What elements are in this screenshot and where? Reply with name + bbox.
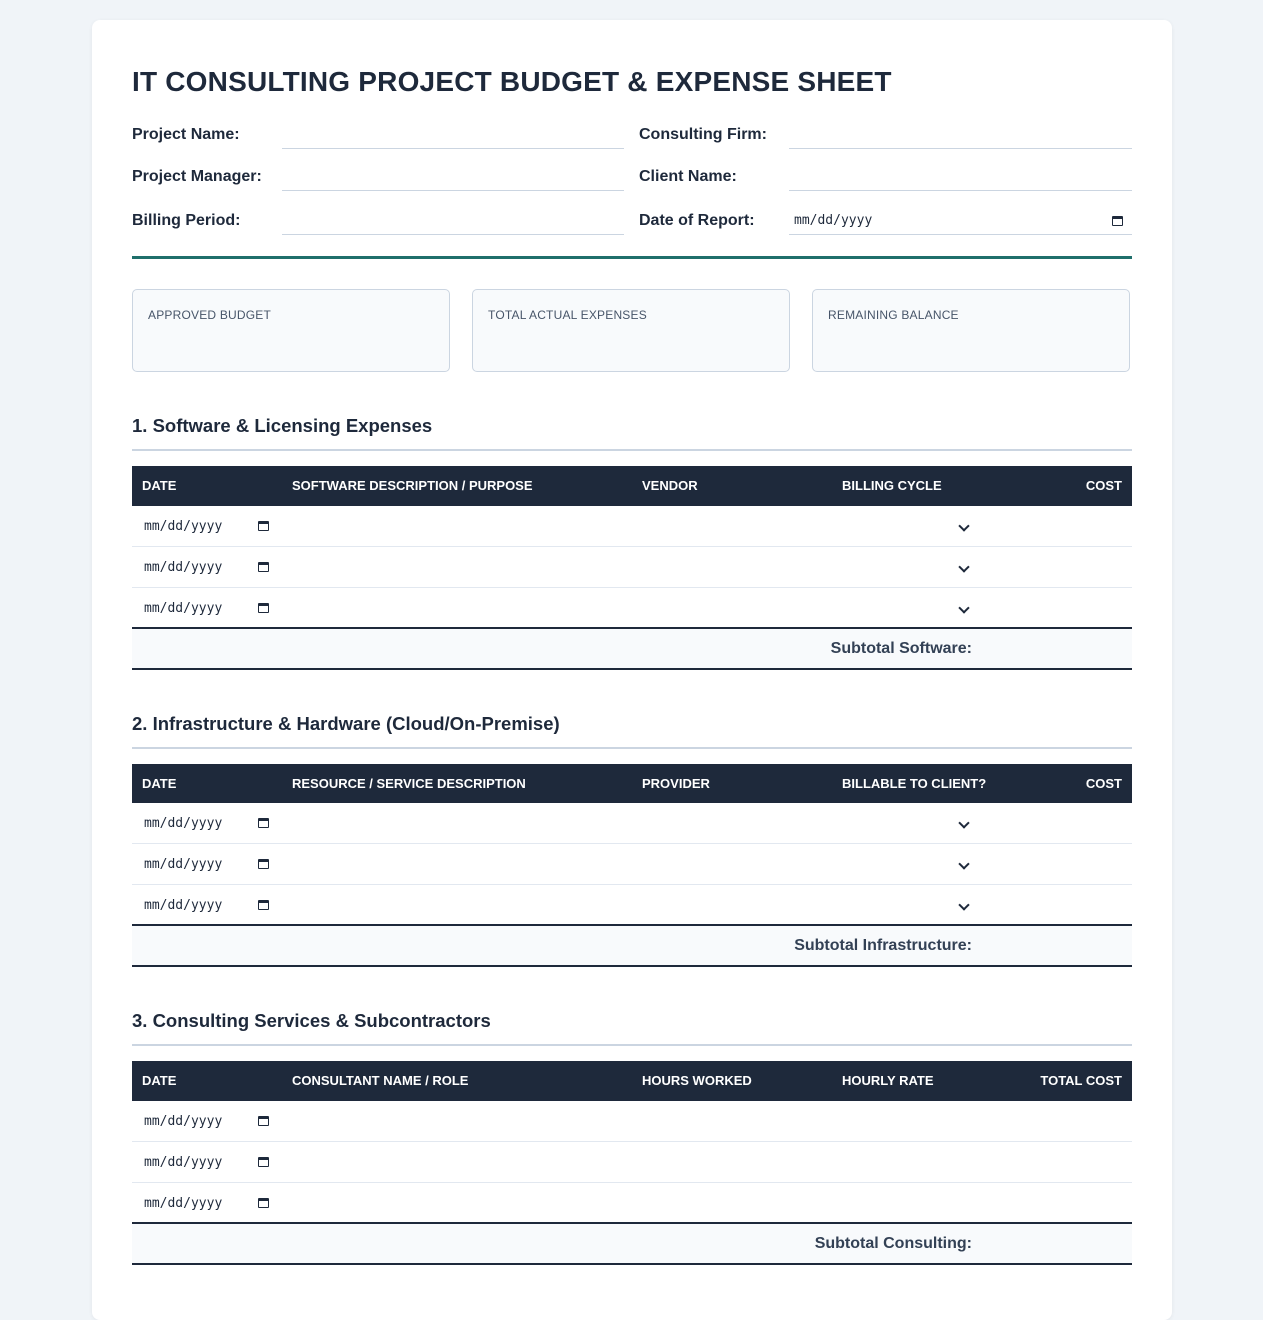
info-row-2 <box>132 166 1132 206</box>
remaining-balance-card <box>812 289 1130 372</box>
col-vendor: VENDOR <box>642 478 698 493</box>
calendar-icon[interactable] <box>258 1198 269 1208</box>
table-row[interactable] <box>132 885 1132 926</box>
header-divider <box>132 256 1132 259</box>
col-description: SOFTWARE DESCRIPTION / PURPOSE <box>292 478 533 493</box>
col-cost: COST <box>1085 776 1122 791</box>
col-date: DATE <box>142 478 177 493</box>
col-consultant: CONSULTANT NAME / ROLE <box>292 1073 469 1088</box>
col-provider: PROVIDER <box>642 776 710 791</box>
approved-budget-card <box>132 289 450 372</box>
project-manager-label: Project Manager: <box>132 168 262 185</box>
client-name-label: Client Name: <box>639 168 737 185</box>
date-input[interactable]: mm/dd/yyyy <box>144 1114 223 1129</box>
chevron-down-icon[interactable] <box>958 899 969 910</box>
billing-period-label: Billing Period: <box>132 212 241 229</box>
col-billing-cycle: BILLING CYCLE <box>842 478 942 493</box>
table-row[interactable] <box>132 1183 1132 1224</box>
col-description: RESOURCE / SERVICE DESCRIPTION <box>292 776 526 791</box>
date-of-report-label: Date of Report: <box>639 212 755 229</box>
section-title-infrastructure: 2. Infrastructure & Hardware (Cloud/On-Premise) <box>132 713 560 734</box>
consulting-table <box>132 1061 1132 1265</box>
calendar-icon[interactable] <box>258 900 269 910</box>
info-row-1 <box>132 124 1132 164</box>
approved-budget-label: APPROVED BUDGET <box>148 308 272 322</box>
date-input[interactable]: mm/dd/yyyy <box>144 816 223 831</box>
billing-period-input[interactable] <box>282 210 624 235</box>
date-input[interactable]: mm/dd/yyyy <box>144 519 223 534</box>
table-row[interactable] <box>132 547 1132 588</box>
consulting-firm-input[interactable] <box>789 124 1132 149</box>
chevron-down-icon[interactable] <box>958 561 969 572</box>
date-input[interactable]: mm/dd/yyyy <box>144 898 223 913</box>
col-hours-worked: HOURS WORKED <box>642 1073 752 1088</box>
page-title: IT CONSULTING PROJECT BUDGET & EXPENSE SHEET <box>132 66 892 97</box>
table-row[interactable] <box>132 588 1132 629</box>
calendar-icon[interactable] <box>258 603 269 613</box>
table-row[interactable] <box>132 803 1132 844</box>
calendar-icon[interactable] <box>258 562 269 572</box>
subtotal-row <box>132 629 1132 670</box>
table-row[interactable] <box>132 1142 1132 1183</box>
chevron-down-icon[interactable] <box>958 817 969 828</box>
remaining-balance-label: REMAINING BALANCE <box>828 308 959 322</box>
col-date: DATE <box>142 1073 177 1088</box>
subtotal-label: Subtotal Consulting: <box>814 1235 972 1252</box>
col-hourly-rate: HOURLY RATE <box>842 1073 934 1088</box>
total-actual-expenses-card <box>472 289 790 372</box>
date-input[interactable]: mm/dd/yyyy <box>144 1155 223 1170</box>
project-manager-input[interactable] <box>282 166 624 191</box>
col-date: DATE <box>142 776 177 791</box>
project-name-input[interactable] <box>282 124 624 149</box>
calendar-icon[interactable] <box>258 1157 269 1167</box>
subtotal-row <box>132 1224 1132 1265</box>
infrastructure-table <box>132 764 1132 967</box>
client-name-input[interactable] <box>789 166 1132 191</box>
date-input[interactable]: mm/dd/yyyy <box>144 1196 223 1211</box>
subtotal-label: Subtotal Infrastructure: <box>794 937 972 954</box>
subtotal-row <box>132 926 1132 967</box>
date-placeholder: mm/dd/yyyy <box>794 213 873 228</box>
col-billable: BILLABLE TO CLIENT? <box>842 776 987 791</box>
section-rule <box>132 1044 1132 1046</box>
chevron-down-icon[interactable] <box>958 602 969 613</box>
date-input[interactable]: mm/dd/yyyy <box>144 560 223 575</box>
table-row[interactable] <box>132 506 1132 547</box>
table-row[interactable] <box>132 1101 1132 1142</box>
section-title-consulting: 3. Consulting Services & Subcontractors <box>132 1010 491 1031</box>
expense-sheet-card <box>92 20 1172 1320</box>
date-input[interactable]: mm/dd/yyyy <box>144 857 223 872</box>
section-rule <box>132 449 1132 451</box>
calendar-icon[interactable] <box>1112 216 1123 226</box>
chevron-down-icon[interactable] <box>958 858 969 869</box>
chevron-down-icon[interactable] <box>958 520 969 531</box>
table-row[interactable] <box>132 844 1132 885</box>
project-name-label: Project Name: <box>132 126 240 143</box>
table-header <box>132 1061 1132 1101</box>
col-total-cost: TOTAL COST <box>1040 1073 1122 1088</box>
section-rule <box>132 747 1132 749</box>
consulting-firm-label: Consulting Firm: <box>639 126 767 143</box>
calendar-icon[interactable] <box>258 859 269 869</box>
col-cost: COST <box>1085 478 1122 493</box>
calendar-icon[interactable] <box>258 521 269 531</box>
table-header <box>132 764 1132 803</box>
calendar-icon[interactable] <box>258 1116 269 1126</box>
info-row-3 <box>132 209 1132 249</box>
date-of-report-input[interactable] <box>789 209 1132 235</box>
software-table <box>132 466 1132 670</box>
total-actual-expenses-label: TOTAL ACTUAL EXPENSES <box>488 308 647 322</box>
section-title-software: 1. Software & Licensing Expenses <box>132 415 433 436</box>
date-input[interactable]: mm/dd/yyyy <box>144 601 223 616</box>
calendar-icon[interactable] <box>258 818 269 828</box>
table-header <box>132 466 1132 506</box>
subtotal-label: Subtotal Software: <box>830 640 972 657</box>
